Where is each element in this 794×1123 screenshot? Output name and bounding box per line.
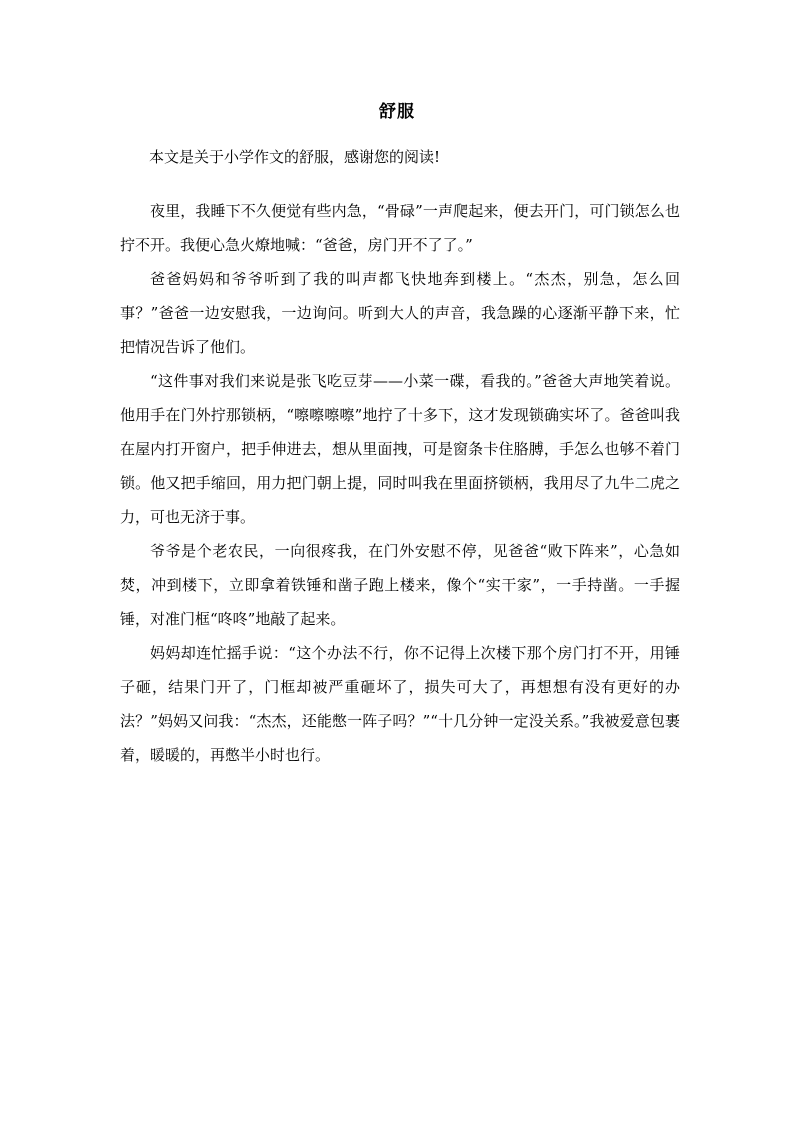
paragraph-4: 爷爷是个老农民，一向很疼我，在门外安慰不停，见爸爸“败下阵来”，心急如焚，冲到楼下，立即拿着铁锤和凿子跑上楼来，像个“实干家”，一手持凿。一手握锤，对准门框“咚咚”地敲了起来。 xyxy=(120,542,680,628)
intro-line: 本文是关于小学作文的舒服，感谢您的阅读! xyxy=(149,148,441,166)
paragraph-3: “这件事对我们来说是张飞吃豆芽——小菜一碟，看我的。”爸爸大声地笑着说。他用手在门外拧那锁柄，“嚓嚓嚓嚓”地拧了十多下，这才发现锁确实坏了。爸爸叫我在屋内打开窗户，把手伸进去，想从里面拽，可是窗条卡住胳膊，手怎么也够不着门锁。他又把手缩回，用力把门朝上提，同时叫我在里面挤锁柄，我用尽了九牛二虎之力，可也无济于事。 xyxy=(120,372,680,526)
paragraph-2: 爸爸妈妈和爷爷听到了我的叫声都飞快地奔到楼上。“杰杰，别急，怎么回事？”爸爸一边安慰我，一边询问。听到大人的声音，我急躁的心逐渐平静下来，忙把情况告诉了他们。 xyxy=(120,270,680,356)
paragraph-1: 夜里，我睡下不久便觉有些内急，“骨碌”一声爬起来，便去开门，可门锁怎么也拧不开。我便心急火燎地喊：“爸爸，房门开不了了。” xyxy=(120,202,680,254)
document-title: 舒服 xyxy=(379,102,415,122)
paragraph-5: 妈妈却连忙摇手说：“这个办法不行，你不记得上次楼下那个房门打不开，用锤子砸，结果门开了，门框却被严重砸坏了，损失可大了，再想想有没有更好的办法？”妈妈又问我：“杰杰，还能憋一阵子吗？”“十几分钟一定没关系。”我被爱意包裹着，暖暖的，再憋半小时也行。 xyxy=(120,644,680,764)
document-body xyxy=(120,194,680,772)
